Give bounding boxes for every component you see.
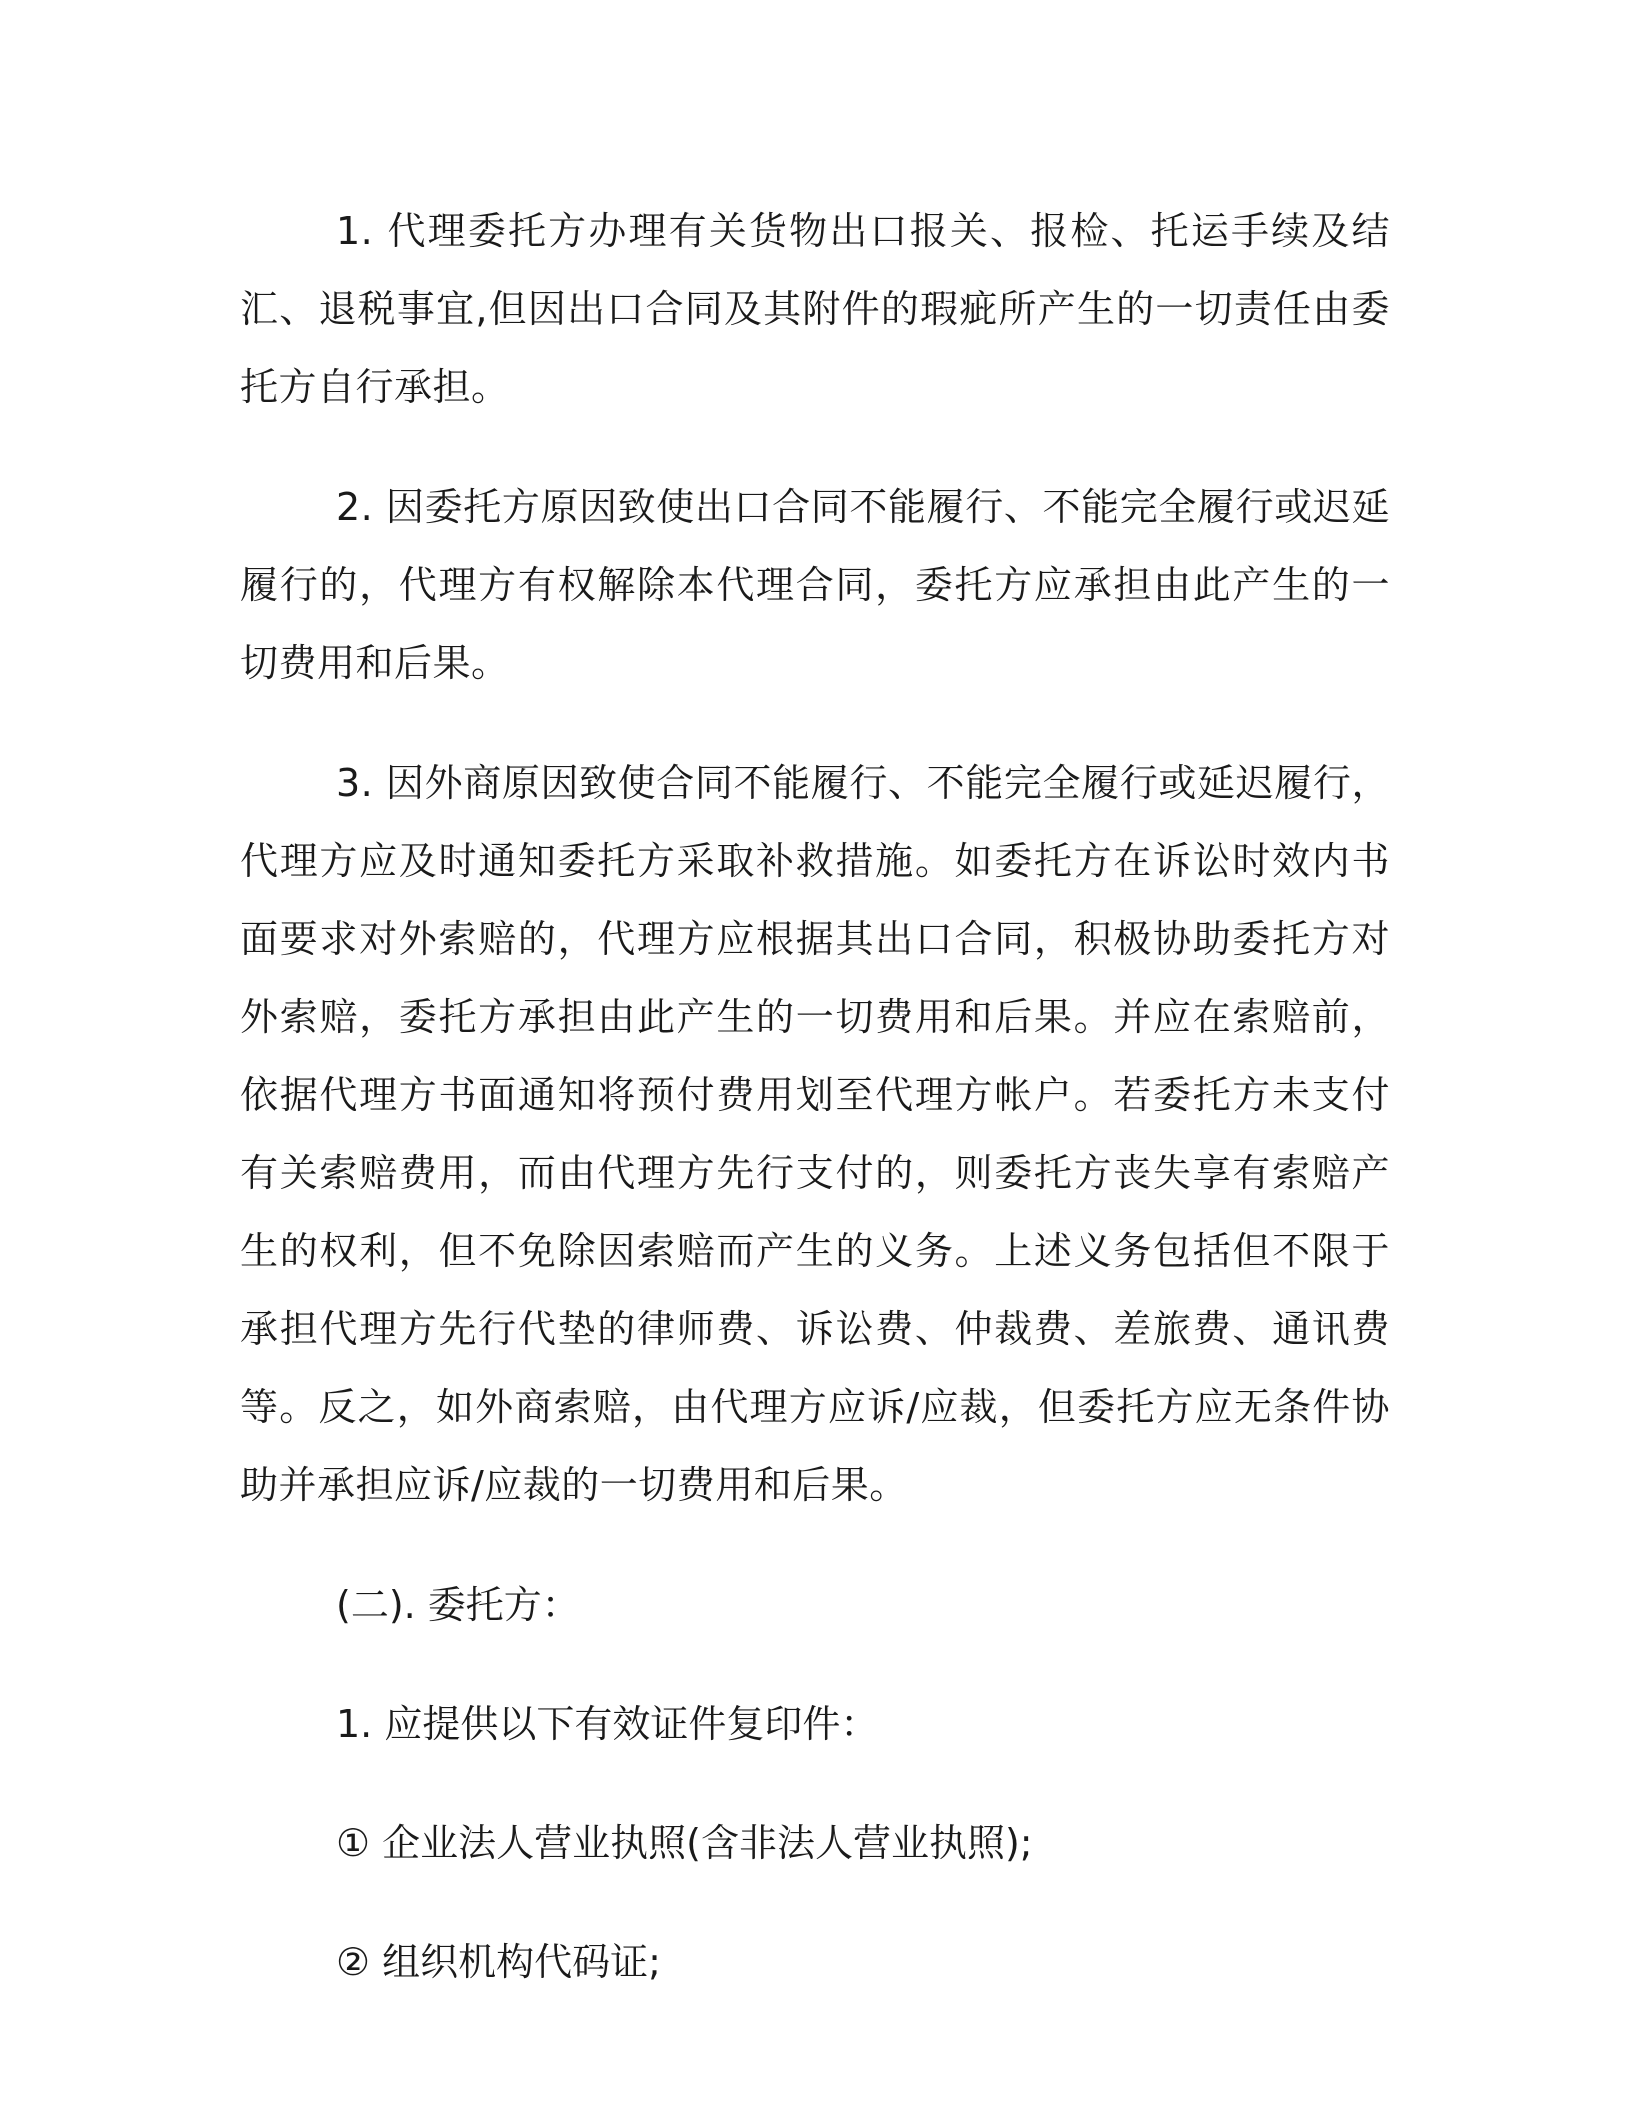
sub-list-item: ① 企业法人营业执照(含非法人营业执照); <box>336 1821 1033 1865</box>
list-item: 1. 应提供以下有效证件复印件： <box>336 1702 879 1746</box>
paragraph-clause-1: 1. 代理委托方办理有关货物出口报关、报检、托运手续及结汇、退税事宜,但因出口合同及其附件的瑕疵所产生的一切责任由委托方自行承担。 <box>240 209 1390 409</box>
section-heading: (二). 委托方： <box>336 1583 580 1627</box>
paragraph-clause-3: 3. 因外商原因致使合同不能履行、不能完全履行或延迟履行，代理方应及时通知委托方采取补救措施。如委托方在诉讼时效内书面要求对外索赔的，代理方应根据其出口合同，积极协助委托方对外索赔，委托方承担由此产生的一切费用和后果。并应在索赔前，依据代理方书面通知将预付费用划至代理方帐户。若委托方未支付有关索赔费用，而由代理方先行支付的，则委托方丧失享有索赔产生的权利，但不免除因索赔而产生的义务。上述义务包括但不限于承担代理方先行代垫的律师费、诉讼费、仲裁费、差旅费、通讯费等。反之，如外商索赔，由代理方应诉/应裁，但委托方应无条件协助并承担应诉/应裁的一切费用和后果。 <box>240 761 1390 1507</box>
sub-list-item: ② 组织机构代码证; <box>336 1940 661 1984</box>
paragraph-clause-2: 2. 因委托方原因致使出口合同不能履行、不能完全履行或迟延履行的，代理方有权解除本代理合同，委托方应承担由此产生的一切费用和后果。 <box>240 485 1390 685</box>
document-page <box>240 192 1390 2042</box>
